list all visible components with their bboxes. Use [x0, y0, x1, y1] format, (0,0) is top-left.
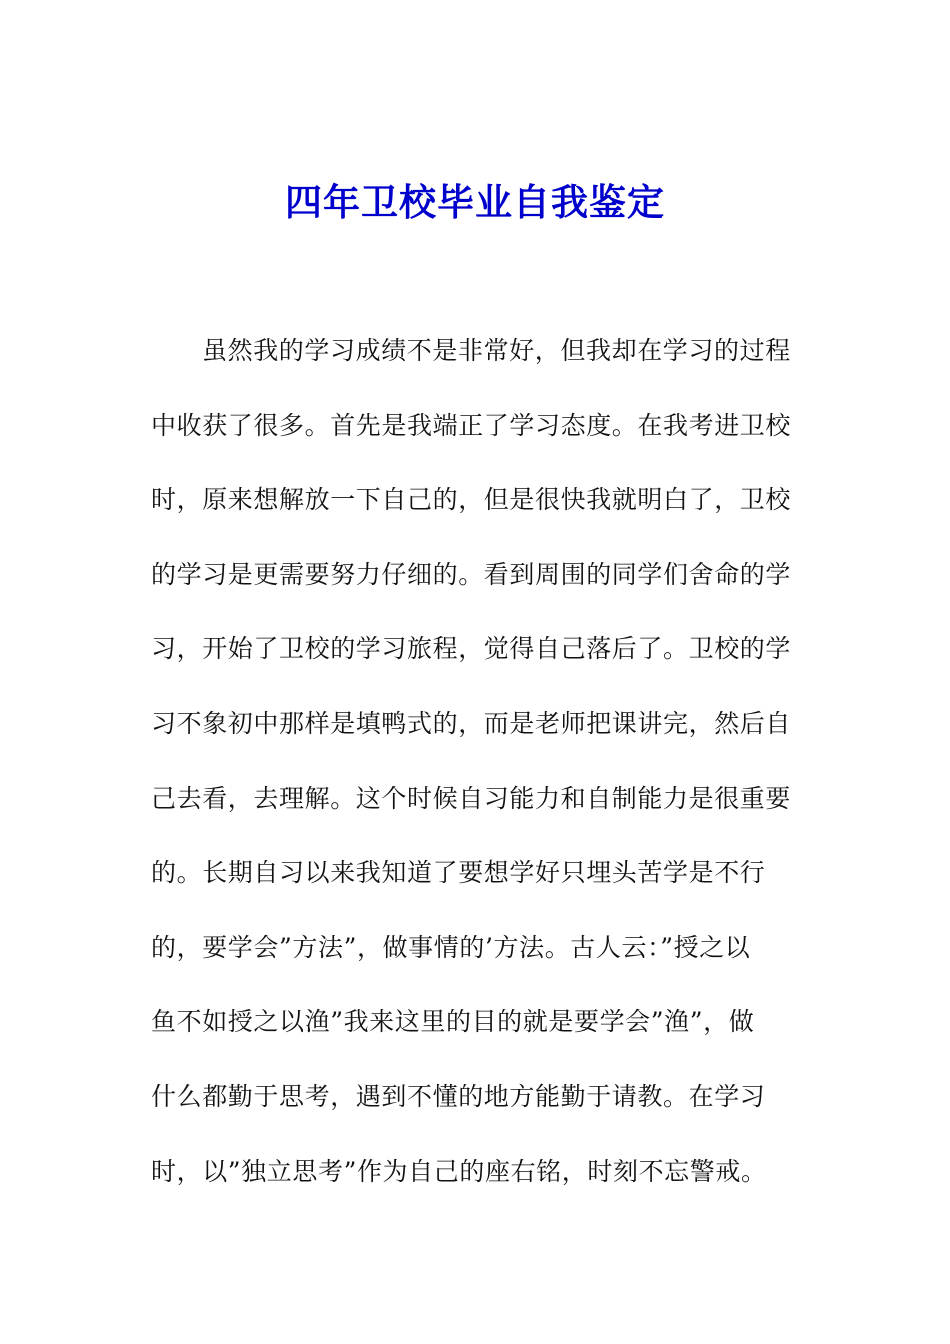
paragraph-line: 虽然我的学习成绩不是非常好，但我却在学习的过程	[202, 336, 791, 365]
paragraph-line: 己去看，去理解。这个时候自习能力和自制能力是很重要	[151, 783, 792, 813]
paragraph-line: 习，开始了卫校的学习旅程，觉得自己落后了。卫校的学	[151, 634, 792, 664]
paragraph-line: 时，原来想解放一下自己的，但是很快我就明白了，卫校	[151, 485, 792, 515]
paragraph-line: 的，要学会”方法”，做事情的’方法。古人云：”授之以	[151, 932, 751, 962]
paragraph-line: 鱼不如授之以渔”我来这里的目的就是要学会”渔”，做	[151, 1007, 755, 1037]
paragraph-line: 什么都勤于思考，遇到不懂的地方能勤于请教。在学习	[151, 1081, 766, 1111]
paragraph-line: 的学习是更需要努力仔细的。看到周围的同学们舍命的学	[151, 559, 792, 589]
document-title: 四年卫校毕业自我鉴定	[285, 180, 665, 224]
paragraph-line: 的。长期自习以来我知道了要想学好只埋头苦学是不行	[151, 858, 766, 888]
paragraph-line: 中收获了很多。首先是我端正了学习态度。在我考进卫校	[151, 410, 792, 440]
document-body	[151, 326, 811, 1221]
paragraph-line: 习不象初中那样是填鸭式的，而是老师把课讲完，然后自	[151, 708, 792, 738]
paragraph-line: 时，以”独立思考”作为自己的座右铭，时刻不忘警戒。	[151, 1156, 767, 1186]
